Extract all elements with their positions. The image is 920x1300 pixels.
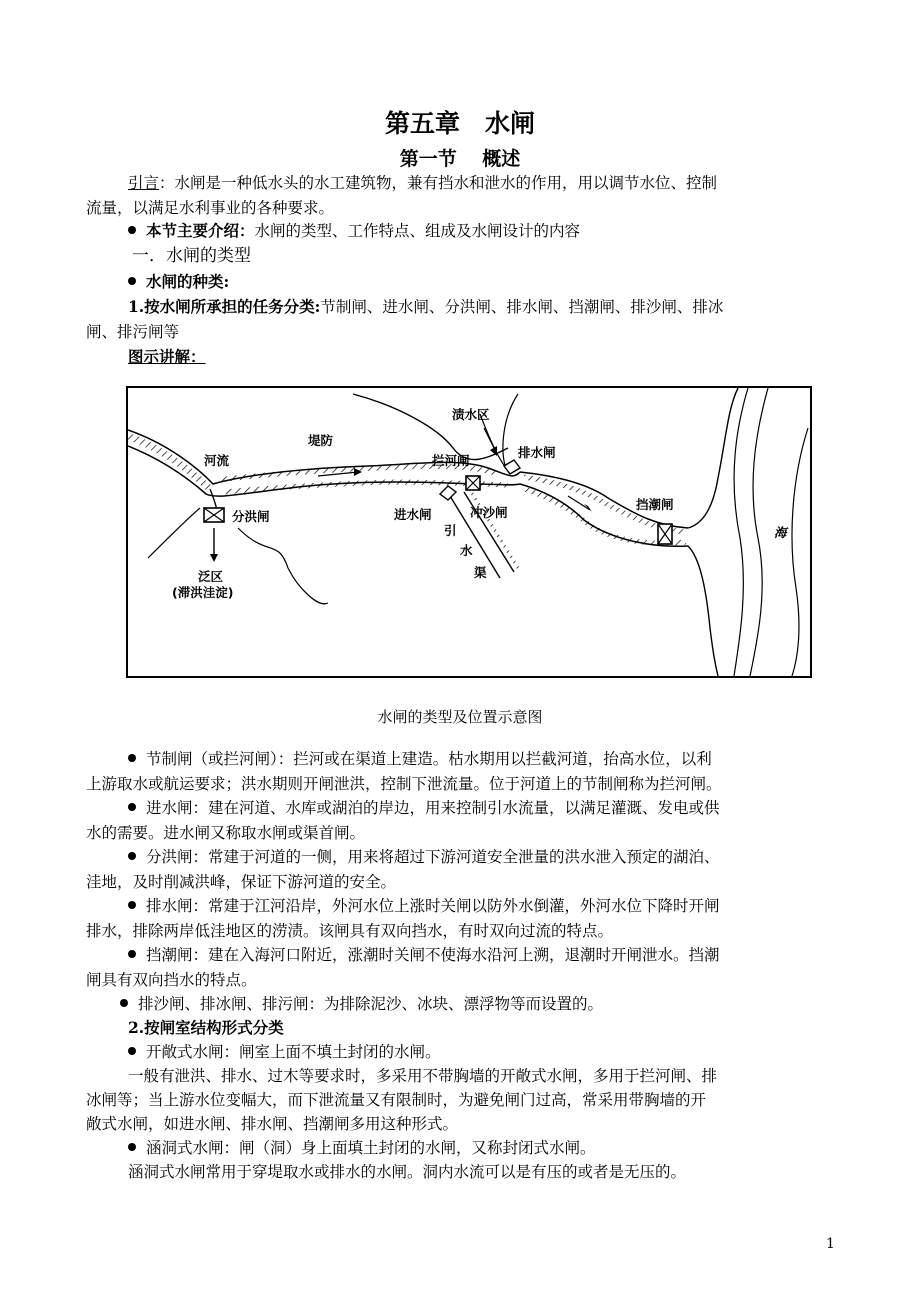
main-intro-label: 本节主要介绍： bbox=[146, 221, 255, 240]
gate-5-line-1 bbox=[128, 943, 838, 967]
other-gates-line bbox=[120, 992, 872, 1016]
label-river: 河流 bbox=[204, 453, 230, 468]
intro-text-1: ：水闸是一种低水头的水工建筑物，兼有挡水和泄水的作用，用以调节水位、控制 bbox=[159, 174, 718, 192]
culvert-gate-title-line bbox=[128, 1136, 838, 1160]
gate-3-line-1 bbox=[128, 845, 838, 869]
gate-4-line-2: 排水，排除两岸低洼地区的涝渍。该闸具有双向挡水，有时双向过流的特点。 bbox=[86, 922, 614, 940]
bullet-icon bbox=[128, 1143, 136, 1151]
bullet-icon bbox=[128, 950, 136, 958]
label-flush-gate: 冲沙闸 bbox=[470, 505, 508, 520]
label-drain-gate: 排水闸 bbox=[518, 445, 556, 460]
label-flood-plain-2: (滞洪洼淀) bbox=[172, 585, 234, 600]
open-gate-desc-3: 敞式水闸，如进水闸、排水闸、挡潮闸多用这种形式。 bbox=[86, 1115, 459, 1133]
label-flood-plain-1: 泛区 bbox=[198, 569, 224, 584]
bullet-icon bbox=[128, 803, 136, 811]
heading-kinds-line bbox=[128, 270, 838, 294]
culvert-gate-title: 涵洞式水闸：闸（洞）身上面填土封闭的水闸，又称封闭式水闸。 bbox=[146, 1139, 596, 1157]
label-sea: 海 bbox=[774, 525, 787, 540]
label-check-gate: 拦河闸 bbox=[432, 453, 470, 468]
classify1-line-2: 闸、排污闸等 bbox=[86, 323, 180, 341]
page-number: 1 bbox=[826, 1236, 835, 1252]
section-title: 第一节 概述 bbox=[399, 148, 521, 170]
gate-1-line-1 bbox=[128, 747, 838, 771]
open-gate-desc-1: 一般有泄洪、排水、过木等要求时，多采用不带胸墙的开敞式水闸，多用于拦河闸、排 bbox=[128, 1067, 718, 1085]
open-gate-title-line bbox=[128, 1040, 838, 1064]
illustration-line bbox=[128, 345, 838, 369]
label-flood-area: 渍水区 bbox=[452, 407, 490, 422]
open-gate-title: 开敞式水闸：闸室上面不填土封闭的水闸。 bbox=[146, 1043, 441, 1061]
label-tide-gate: 挡潮闸 bbox=[636, 497, 674, 512]
label-canal-3: 渠 bbox=[474, 565, 487, 580]
bullet-icon bbox=[128, 277, 136, 285]
gate-2-line-2: 水的需要。进水闸又称取水闸或渠首闸。 bbox=[86, 824, 366, 842]
label-canal-1: 引 bbox=[444, 523, 457, 538]
heading-kinds: 水闸的种类: bbox=[146, 272, 230, 291]
bullet-icon bbox=[120, 999, 128, 1007]
bullet-icon bbox=[128, 754, 136, 762]
classify2-line bbox=[128, 1016, 838, 1040]
gate-2-text-1: 进水闸：建在河道、水库或湖泊的岸边，用来控制引水流量，以满足灌溉、发电或供 bbox=[146, 799, 720, 817]
main-intro-line bbox=[128, 219, 838, 243]
classify2-heading: 2.按闸室结构形式分类 bbox=[128, 1018, 284, 1037]
bullet-icon bbox=[128, 901, 136, 909]
gate-3-text-1: 分洪闸：常建于河道的一侧，用来将超过下游河道安全泄量的洪水泄入预定的湖泊、 bbox=[146, 848, 720, 866]
gate-1-line-2: 上游取水或航运要求；洪水期则开闸泄洪，控制下泄流量。位于河道上的节制闸称为拦河闸。 bbox=[86, 775, 722, 793]
figure-caption: 水闸的类型及位置示意图 bbox=[377, 708, 543, 726]
label-diversion-gate: 分洪闸 bbox=[232, 509, 270, 524]
gate-5-line-2: 闸具有双向挡水的特点。 bbox=[86, 971, 257, 989]
gate-4-line-1 bbox=[128, 894, 838, 918]
label-canal-2: 水 bbox=[460, 543, 473, 558]
bullet-icon bbox=[128, 226, 136, 234]
open-gate-desc-2: 冰闸等；当上游水位变幅大，而下泄流量又有限制时，为避免闸门过高，常采用带胸墙的开 bbox=[86, 1091, 707, 1109]
other-gates-text: 排沙闸、排冰闸、排污闸：为排除泥沙、冰块、漂浮物等而设置的。 bbox=[138, 995, 604, 1013]
intro-label: 引言 bbox=[128, 174, 160, 192]
main-intro-text: 水闸的类型、工作特点、组成及水闸设计的内容 bbox=[254, 222, 581, 240]
gate-1-text-1: 节制闸（或拦河闸）：拦河或在渠道上建造。枯水期用以拦截河道，抬高水位，以利 bbox=[146, 750, 712, 768]
chapter-title: 第五章 水闸 bbox=[384, 109, 535, 138]
gate-2-line-1 bbox=[128, 796, 838, 820]
gate-4-text-1: 排水闸：常建于江河沿岸，外河水位上涨时关闸以防外水倒灌，外河水位下降时开闸 bbox=[146, 897, 720, 915]
bullet-icon bbox=[128, 1047, 136, 1055]
intro-line-1 bbox=[128, 171, 838, 195]
classify1-text-1: 节制闸、进水闸、分洪闸、排水闸、挡潮闸、排沙闸、排冰 bbox=[320, 298, 724, 316]
illustration-label: 图示讲解： bbox=[128, 347, 206, 366]
label-embankment: 堤防 bbox=[308, 433, 334, 448]
gate-5-text-1: 挡潮闸：建在入海河口附近，涨潮时关闸不使海水沿河上溯，退潮时开闸泄水。挡潮 bbox=[146, 946, 720, 964]
culvert-gate-desc: 涵洞式水闸常用于穿堤取水或排水的水闸。洞内水流可以是有压的或者是无压的。 bbox=[128, 1163, 687, 1181]
classify1-line-1 bbox=[128, 295, 838, 319]
label-intake-gate: 进水闸 bbox=[394, 507, 432, 522]
classify1-label: 1.按水闸所承担的任务分类: bbox=[128, 297, 321, 316]
heading-types: 一．水闸的类型 bbox=[132, 246, 251, 266]
gate-location-diagram bbox=[126, 386, 812, 678]
gate-3-line-2: 洼地，及时削减洪峰，保证下游河道的安全。 bbox=[86, 873, 397, 891]
diagram-drawing bbox=[128, 388, 810, 676]
intro-line-2: 流量，以满足水利事业的各种要求。 bbox=[86, 199, 335, 217]
bullet-icon bbox=[128, 852, 136, 860]
